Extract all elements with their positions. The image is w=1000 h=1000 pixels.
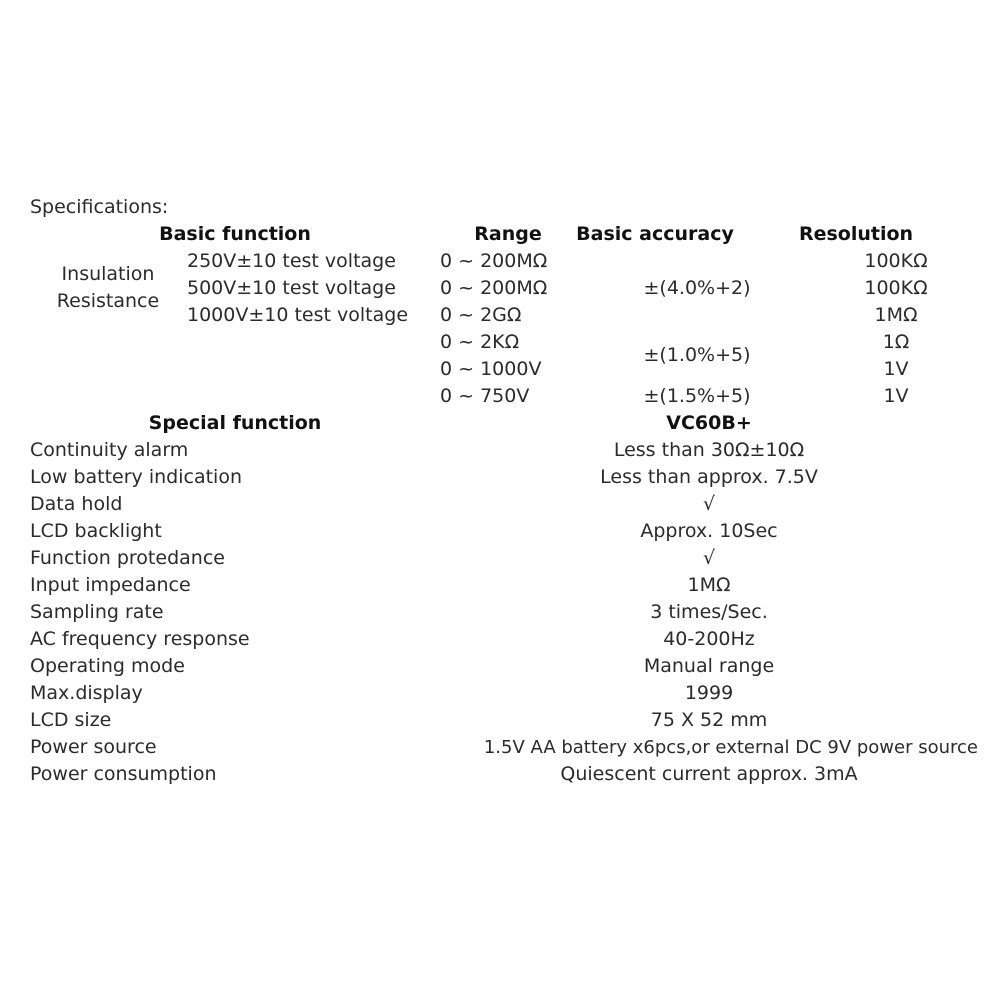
check-mark: √ xyxy=(702,493,716,515)
group-label-insulation: Insulation xyxy=(61,263,155,285)
spec-label: Function protedance xyxy=(30,547,225,569)
spec-label: Max.display xyxy=(30,682,143,704)
spec-value: 40-200Hz xyxy=(663,628,755,650)
test-voltage-250: 250V±10 test voltage xyxy=(187,250,396,272)
header-basic-accuracy: Basic accuracy xyxy=(576,223,734,245)
range-cell: 0 ~ 2GΩ xyxy=(440,304,522,326)
header-special-function: Special function xyxy=(148,412,322,434)
resolution-cell: 1V xyxy=(883,385,909,407)
accuracy-cell: ±(4.0%+2) xyxy=(643,277,751,299)
range-cell: 0 ~ 750V xyxy=(440,385,530,407)
resolution-cell: 1Ω xyxy=(882,331,910,353)
spec-label: Power source xyxy=(30,736,157,758)
header-basic-function: Basic function xyxy=(159,223,311,245)
header-range: Range xyxy=(474,223,542,245)
spec-label: AC frequency response xyxy=(30,628,250,650)
spec-label: Input impedance xyxy=(30,574,191,596)
accuracy-cell: ±(1.5%+5) xyxy=(643,385,751,407)
spec-value: 75 X 52 mm xyxy=(650,709,768,731)
range-cell: 0 ~ 2KΩ xyxy=(440,331,520,353)
test-voltage-500: 500V±10 test voltage xyxy=(187,277,396,299)
spec-value: Quiescent current approx. 3mA xyxy=(560,763,858,785)
spec-label: Power consumption xyxy=(30,763,217,785)
spec-label: LCD backlight xyxy=(30,520,162,542)
spec-label: Operating mode xyxy=(30,655,185,677)
spec-label: Low battery indication xyxy=(30,466,242,488)
spec-value: 1.5V AA battery x6pcs,or external DC 9V power source xyxy=(483,737,978,758)
header-model: VC60B+ xyxy=(666,412,752,434)
range-cell: 0 ~ 200MΩ xyxy=(440,277,548,299)
check-mark: √ xyxy=(702,547,716,569)
spec-value: Approx. 10Sec xyxy=(640,520,778,542)
resolution-cell: 1MΩ xyxy=(874,304,918,326)
spec-label: Sampling rate xyxy=(30,601,164,623)
spec-label: Continuity alarm xyxy=(30,439,189,461)
spec-label: LCD size xyxy=(30,709,112,731)
range-cell: 0 ~ 200MΩ xyxy=(440,250,548,272)
specifications-heading: Specifications: xyxy=(30,196,169,218)
range-cell: 0 ~ 1000V xyxy=(440,358,542,380)
header-resolution: Resolution xyxy=(798,223,914,245)
test-voltage-1000: 1000V±10 test voltage xyxy=(187,304,409,326)
resolution-cell: 100KΩ xyxy=(864,277,928,299)
accuracy-cell: ±(1.0%+5) xyxy=(643,344,751,366)
spec-value: Less than approx. 7.5V xyxy=(600,466,818,488)
spec-value: 1999 xyxy=(684,682,734,704)
spec-value: 3 times/Sec. xyxy=(650,601,768,623)
spec-value: 1MΩ xyxy=(687,574,731,596)
spec-value: Less than 30Ω±10Ω xyxy=(613,439,805,461)
spec-label: Data hold xyxy=(30,493,123,515)
resolution-cell: 100KΩ xyxy=(864,250,928,272)
group-label-resistance: Resistance xyxy=(56,290,160,312)
resolution-cell: 1V xyxy=(883,358,909,380)
spec-value: Manual range xyxy=(643,655,775,677)
